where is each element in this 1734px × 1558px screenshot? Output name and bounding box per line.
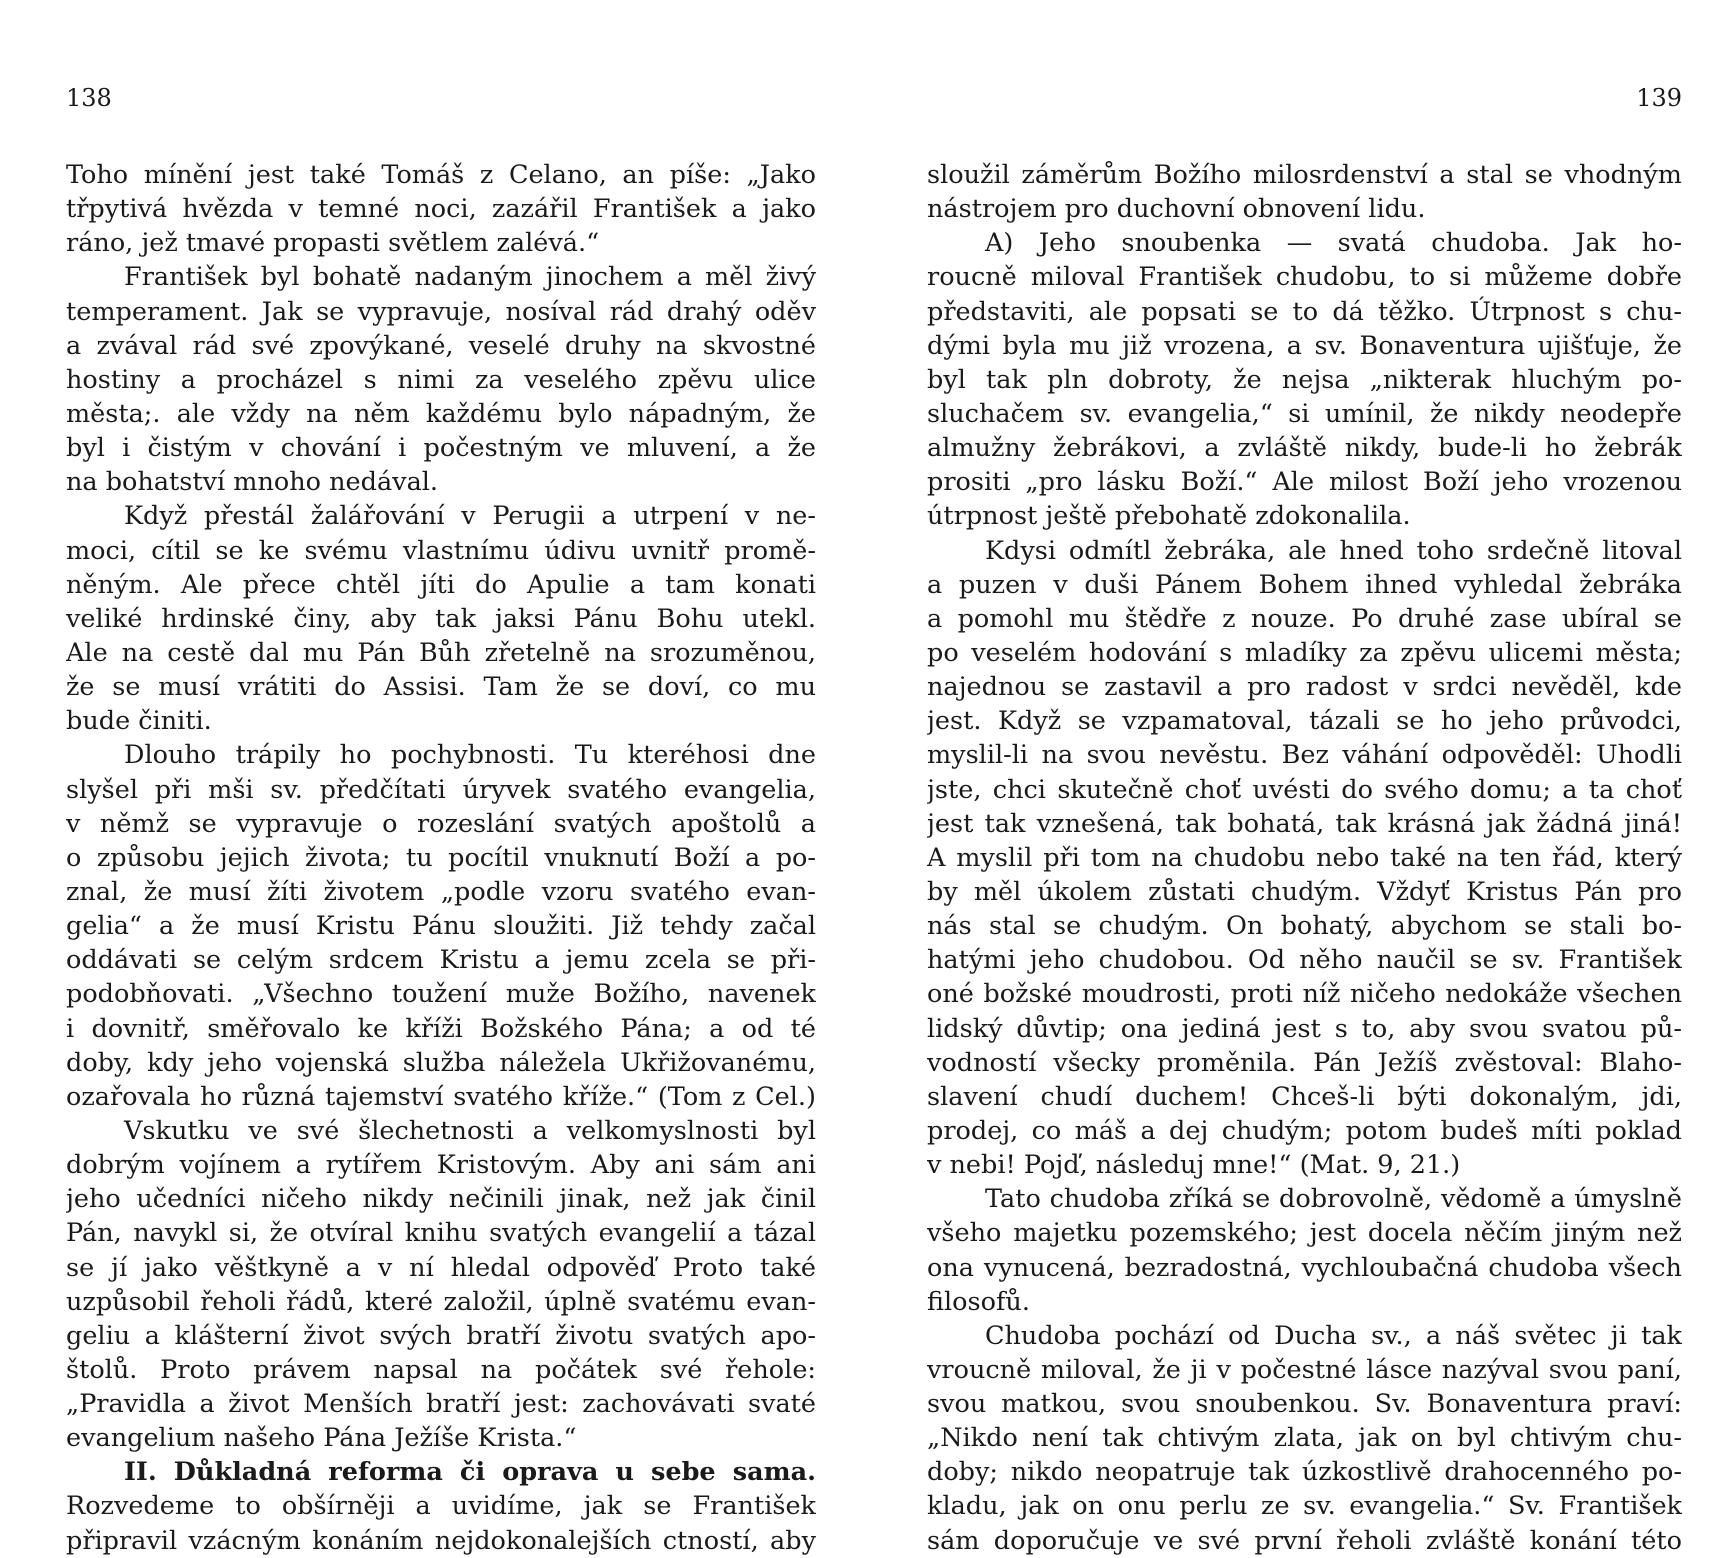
- page-number: 139: [1636, 84, 1682, 112]
- text-line: kladu, jak on onu perlu ze sv. evangelia.“ Sv. František: [927, 1491, 1682, 1522]
- text-line: že se musí vrátiti do Assisi. Tam že se doví, co mu: [66, 672, 816, 703]
- text-line: prodej, co máš a dej chudým; potom budeš míti poklad: [927, 1115, 1682, 1146]
- text-line: o způsobu jejich života; tu pocítil vnuknutí Boží a po-: [66, 842, 816, 873]
- text-line: v němž se vypravuje o rozeslání svatých apoštolů a: [66, 808, 816, 839]
- text-line: jest tak vznešená, tak bohatá, tak krásná jak žádná jiná!: [927, 808, 1682, 839]
- text-line: nástrojem pro duchovní obnovení lidu.: [927, 194, 1426, 225]
- text-line: a zvával rád své zpovýkané, veselé druhy na skvostné: [66, 330, 816, 361]
- text-line: Když přestál žalářování v Perugii a utrpení v ne-: [124, 501, 816, 532]
- text-line: Pán, navykl si, že otvíral knihu svatých evangelií a tázal: [66, 1218, 816, 1249]
- text-line: vroucně miloval, že ji v počestné lásce nazýval svou paní,: [927, 1354, 1682, 1385]
- text-line: něným. Ale přece chtěl jíti do Apulie a tam konati: [66, 569, 816, 600]
- text-line: znal, že musí žíti životem „podle vzoru svatého evan-: [66, 876, 816, 907]
- text-line: oddávati se celým srdcem Kristu a jemu zcela se při-: [66, 945, 816, 976]
- text-line: slyšel při mši sv. předčítati úryvek svatého evangelia,: [66, 774, 816, 805]
- text-line: představiti, ale popsati se to dá těžko. Útrpnost s chu-: [927, 296, 1682, 327]
- page-number: 138: [66, 84, 112, 112]
- left-page: [66, 0, 816, 1556]
- text-line: filosofů.: [927, 1286, 1030, 1317]
- text-line: jest. Když se vzpamatoval, tázali se ho jeho průvodci,: [927, 706, 1682, 737]
- text-line: nás stal se chudým. On bohatý, abychom se stali bo-: [927, 911, 1682, 942]
- text-line: prositi „pro lásku Boží.“ Ale milost Boží jeho vrozenou: [927, 467, 1682, 498]
- text-line: po veselém hodování s mladíky za zpěvu ulicemi města;: [927, 637, 1682, 668]
- text-line: doby; nikdo neopatruje tak úzkostlivě drahocenného po-: [927, 1457, 1682, 1488]
- text-line: dými byla mu již vrozena, a sv. Bonaventura ujišťuje, že: [927, 330, 1682, 361]
- text-line: temperament. Jak se vypravuje, nosíval rád drahý oděv: [66, 296, 816, 327]
- text-line: gelia“ a že musí Kristu Pánu sloužiti. Již tehdy začal: [66, 911, 816, 942]
- text-line: štolů. Proto právem napsal na počátek své řehole:: [66, 1354, 816, 1385]
- text-line: hostiny a procházel s nimi za veselého zpěvu ulice: [66, 364, 816, 395]
- text-line: „Nikdo není tak chtivým zlata, jak on byl chtivým chu-: [927, 1423, 1682, 1454]
- text-line: v nebi! Pojď, následuj mne!“ (Mat. 9, 21.): [927, 1150, 1461, 1181]
- text-line: dobrým vojínem a rytířem Kristovým. Aby ani sám ani: [66, 1150, 816, 1181]
- text-line: ozařovala ho různá tajemství svatého kříže.“ (Tom z Cel.): [66, 1081, 816, 1112]
- text-line: třpytivá hvězda v temné noci, zazářil František a jako: [66, 194, 816, 225]
- text-line: bude činiti.: [66, 706, 212, 737]
- right-page: [927, 0, 1682, 1556]
- text-line: útrpnost ještě přebohatě zdokonalila.: [927, 501, 1411, 532]
- text-line: almužny žebrákovi, a zvláště nikdy, bude-li ho žebrák: [927, 433, 1682, 464]
- text-line: se jí jako věštkyně a v ní hledal odpověď Proto také: [66, 1252, 816, 1283]
- text-line: sluchačem sv. evangelia,“ si umínil, že nikdy neodepře: [927, 398, 1682, 429]
- text-line: doby, kdy jeho vojenská služba náležela Ukřižovanému,: [66, 1047, 816, 1078]
- text-line: a pomohl mu štědře z nouze. Po druhé zase ubíral se: [927, 603, 1682, 634]
- text-line: moci, cítil se ke svému vlastnímu údivu uvnitř promě-: [66, 535, 816, 566]
- section-heading-line: II. Důkladná reforma či oprava u sebe sama.: [124, 1457, 816, 1488]
- text-line: na bohatství mnoho nedával.: [66, 467, 439, 498]
- text-line: Ale na cestě dal mu Pán Bůh zřetelně na srozuměnou,: [66, 637, 816, 668]
- text-line: Vskutku ve své šlechetnosti a velkomyslnosti byl: [124, 1115, 816, 1146]
- text-line: Rozvedeme to obšírněji a uvidíme, jak se František: [66, 1491, 816, 1522]
- text-line: roucně miloval František chudobu, to si můžeme dobře: [927, 262, 1682, 293]
- text-line: byl tak pln dobroty, že nejsa „nikterak hluchým po-: [927, 364, 1682, 395]
- text-line: byl i čistým v chování i počestným ve mluvení, a že: [66, 433, 816, 464]
- text-line: a puzen v duši Pánem Bohem ihned vyhledal žebráka: [927, 569, 1682, 600]
- text-line: jeho učedníci ničeho nikdy nečinili jinak, než jak činil: [66, 1184, 816, 1215]
- text-line: evangelium našeho Pána Ježíše Krista.“: [66, 1423, 577, 1454]
- text-line: slavení chudí duchem! Chceš-li býti dokonalým, jdi,: [927, 1081, 1682, 1112]
- text-line: sám doporučuje ve své první řeholi zvláště konání této: [927, 1525, 1682, 1556]
- text-line: veliké hrdinské činy, aby tak jaksi Pánu Bohu utekl.: [66, 603, 816, 634]
- text-line: všeho majetku pozemského; jest docela něčím jiným než: [927, 1218, 1682, 1249]
- text-line: geliu a klášterní život svých bratří životu svatých apo-: [66, 1320, 816, 1351]
- text-line: najednou se zastavil a pro radost v srdci nevěděl, kde: [927, 672, 1682, 703]
- text-line: ráno, jež tmavé propasti světlem zalévá.“: [66, 228, 600, 259]
- text-line: „Pravidla a život Menších bratří jest: zachovávati svaté: [66, 1389, 816, 1420]
- text-line: myslil-li na svou nevěstu. Bez váhání odpověděl: Uhodli: [927, 740, 1682, 771]
- text-line: Dlouho trápily ho pochybnosti. Tu kteréhosi dne: [124, 740, 816, 771]
- text-column: [66, 158, 816, 1558]
- text-line: A) Jeho snoubenka — svatá chudoba. Jak ho-: [985, 228, 1682, 259]
- text-line: oné božské moudrosti, proti níž ničeho nedokáže všechen: [927, 979, 1682, 1010]
- text-line: ona vynucená, bezradostná, vychloubačná chudoba všech: [927, 1252, 1682, 1283]
- text-line: uzpůsobil řeholi řádů, které založil, úplně svatému evan-: [66, 1286, 816, 1317]
- text-line: podobňovati. „Všechno toužení muže Božího, navenek: [66, 979, 816, 1010]
- text-line: A myslil při tom na chudobu nebo také na ten řád, který: [927, 842, 1682, 873]
- text-line: jste, chci skutečně choť uvésti do svého domu; a ta choť: [927, 774, 1682, 805]
- text-line: hatými jeho chudobou. Od něho naučil se sv. František: [927, 945, 1682, 976]
- text-line: vodností všecky proměnila. Pán Ježíš zvěstoval: Blaho-: [927, 1047, 1682, 1078]
- text-line: Toho mínění jest také Tomáš z Celano, an píše: „Jako: [66, 160, 816, 190]
- text-column: [927, 158, 1682, 1558]
- text-line: by měl úkolem zůstati chudým. Vždyť Kristus Pán pro: [927, 876, 1682, 907]
- text-line: lidský důvtip; ona jediná jest s to, aby svou svatou pů-: [927, 1013, 1682, 1044]
- text-line: František byl bohatě nadaným jinochem a měl živý: [124, 262, 816, 293]
- text-line: sloužil záměrům Božího milosrdenství a stal se vhodným: [927, 160, 1682, 190]
- text-line: Tato chudoba zříká se dobrovolně, vědomě a úmyslně: [985, 1184, 1682, 1215]
- text-line: města;. ale vždy na něm každému bylo nápadným, že: [66, 398, 816, 429]
- text-line: Chudoba pochází od Ducha sv., a náš světec ji tak: [985, 1320, 1682, 1351]
- text-line: připravil vzácným konáním nejdokonalejších ctností, aby: [66, 1525, 816, 1556]
- text-line: i dovnitř, směřovalo ke kříži Božského Pána; a od té: [66, 1013, 816, 1044]
- text-line: svou matkou, svou snoubenkou. Sv. Bonaventura praví:: [927, 1389, 1682, 1420]
- text-line: Kdysi odmítl žebráka, ale hned toho srdečně litoval: [985, 535, 1682, 566]
